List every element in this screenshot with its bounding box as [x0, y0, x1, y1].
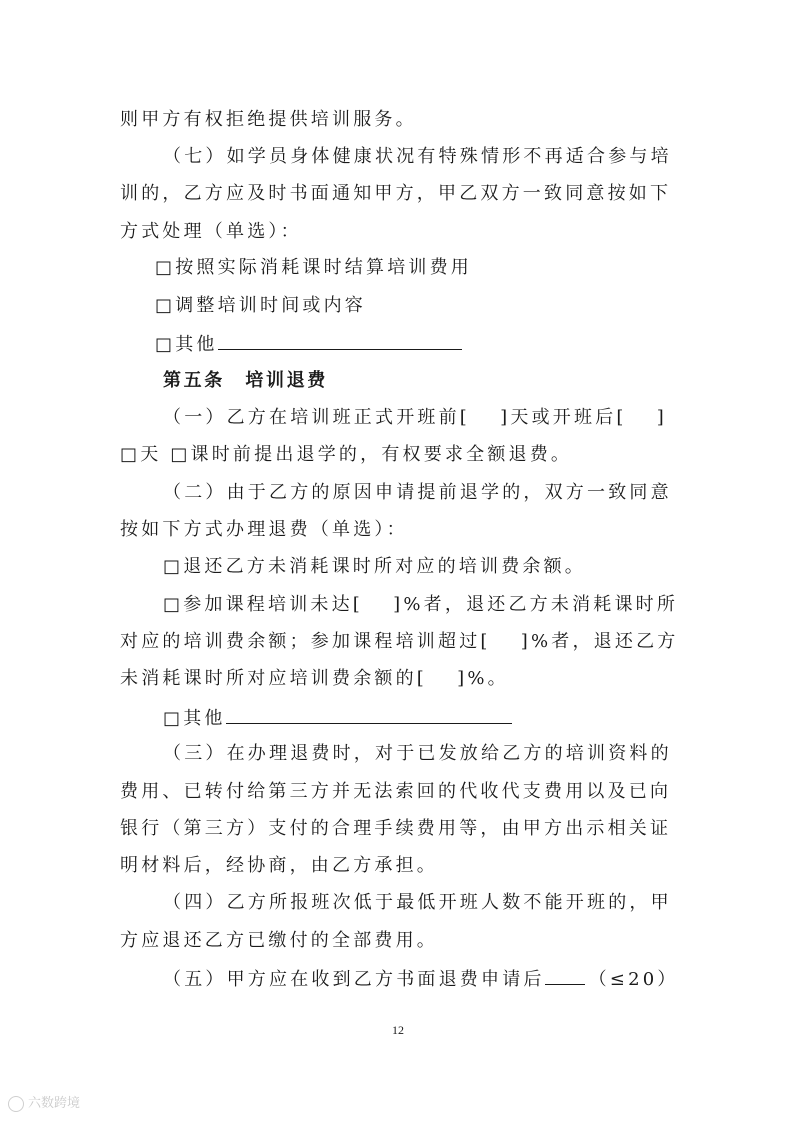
clause-seven-line: （七）如学员身体健康状况有特殊情形不再适合参与培: [163, 146, 672, 167]
page-number: 12: [392, 1023, 404, 1037]
paragraph-line: 方应退还乙方已缴付的全部费用。: [120, 930, 438, 951]
option-line: □退还乙方未消耗课时所对应的培训费余额。: [163, 556, 587, 577]
paragraph-line: 银行（第三方）支付的合理手续费用等，由甲方出示相关证: [120, 818, 672, 839]
clause-five-text: （五）甲方应在收到乙方书面退费申请后: [163, 969, 545, 990]
watermark-text: 六数跨境: [28, 1096, 81, 1111]
clause-five-line: [163, 966, 679, 992]
option-line: □按照实际消耗课时结算培训费用: [155, 257, 473, 278]
option-line: □调整培训时间或内容: [155, 295, 367, 316]
paragraph-line: 未消耗课时所对应培训费余额的[ ]%。: [120, 668, 509, 689]
paragraph-line: 明材料后，经协商，由乙方承担。: [120, 855, 438, 876]
clause-four-line: （四）乙方所报班次低于最低开班人数不能开班的，甲: [163, 892, 672, 913]
paragraph-line: 对应的培训费余额；参加课程培训超过[ ]%者，退还乙方: [120, 631, 679, 652]
option-other-line: [163, 705, 512, 731]
paragraph-line: 费用、已转付给第三方并无法索回的代收代支费用以及已向: [120, 781, 672, 802]
logo-icon: [8, 1096, 24, 1112]
paragraph-line: 则甲方有权拒绝提供培训服务。: [120, 109, 417, 130]
clause-one-line: （一）乙方在培训班正式开班前[ ]天或开班后[ ]: [163, 407, 667, 428]
paragraph-line: 按如下方式办理退费（单选）：: [120, 519, 408, 540]
option-line: □参加课程培训未达[ ]%者，退还乙方未消耗课时所: [163, 594, 679, 615]
paragraph-line: 训的，乙方应及时书面通知甲方，甲乙双方一致同意按如下: [120, 183, 672, 204]
clause-five-limit: （≤20）: [588, 969, 679, 990]
paragraph-line: □天 □课时前提出退学的，有权要求全额退费。: [120, 444, 573, 465]
paragraph-line: 方式处理（单选）：: [120, 221, 302, 242]
watermark: [8, 1096, 80, 1112]
clause-two-line: （二）由于乙方的原因申请提前退学的，双方一致同意: [163, 482, 672, 503]
option-other-label: □其他: [155, 334, 218, 355]
fill-in-blank: [226, 705, 512, 724]
clause-three-line: （三）在办理退费时，对于已发放给乙方的培训资料的: [163, 743, 672, 764]
fill-in-blank: [218, 331, 462, 350]
option-other-line: [155, 331, 462, 357]
section-heading: 第五条 培训退费: [163, 370, 328, 391]
fill-in-blank: [545, 966, 585, 985]
option-other-label: □其他: [163, 708, 226, 729]
